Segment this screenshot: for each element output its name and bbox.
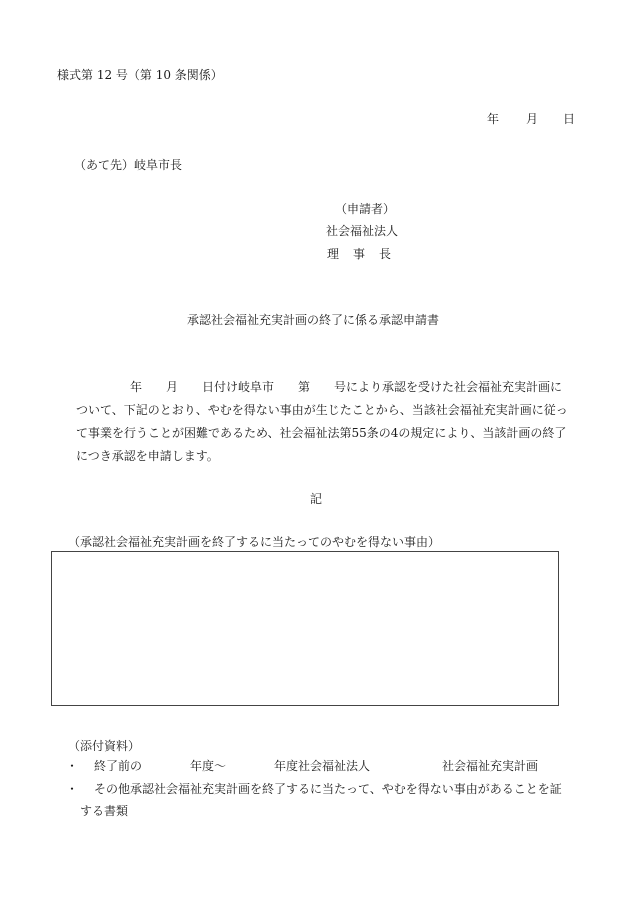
reason-input-box[interactable]: [51, 551, 559, 706]
body-text-line: て事業を行うことが困難であるため、社会福祉法第55条の4の規定により、当該計画の終了: [76, 426, 567, 440]
date-day-label: 日: [563, 112, 576, 126]
bullet-icon: ・: [66, 782, 79, 796]
attachment-item-continuation: する書類: [80, 804, 129, 818]
attachment-item: その他承認社会福祉充実計画を終了するに当たって、やむを得ない事由があることを証: [94, 782, 562, 796]
chairman-label: 理 事 長: [327, 247, 393, 261]
attachment-item: 終了前の 年度〜 年度社会福祉法人 社会福祉充実計画: [94, 759, 539, 773]
ki-heading: 記: [310, 492, 323, 506]
applicant-label: （申請者）: [335, 202, 396, 216]
document-title: 承認社会福祉充実計画の終了に係る承認申請書: [187, 313, 440, 327]
body-text-line: ついて、下記のとおり、やむを得ない事由が生じたことから、当該社会福祉充実計画に従っ: [76, 403, 568, 417]
attachments-label: （添付資料）: [68, 739, 141, 753]
body-text-line: につき承認を申請します。: [76, 449, 219, 463]
reason-label: （承認社会福祉充実計画を終了するに当たってのやむを得ない事由）: [68, 535, 441, 549]
addressee: （あて先）岐阜市長: [74, 158, 183, 172]
bullet-icon: ・: [66, 759, 79, 773]
body-text-line: 年 月 日付け岐阜市 第 号により承認を受けた社会福祉充実計画に: [130, 380, 563, 394]
date-month-label: 月: [526, 112, 539, 126]
form-number: 様式第 12 号（第 10 条関係）: [57, 68, 223, 82]
corporation-label: 社会福祉法人: [326, 224, 399, 238]
date-year-label: 年: [487, 112, 500, 126]
